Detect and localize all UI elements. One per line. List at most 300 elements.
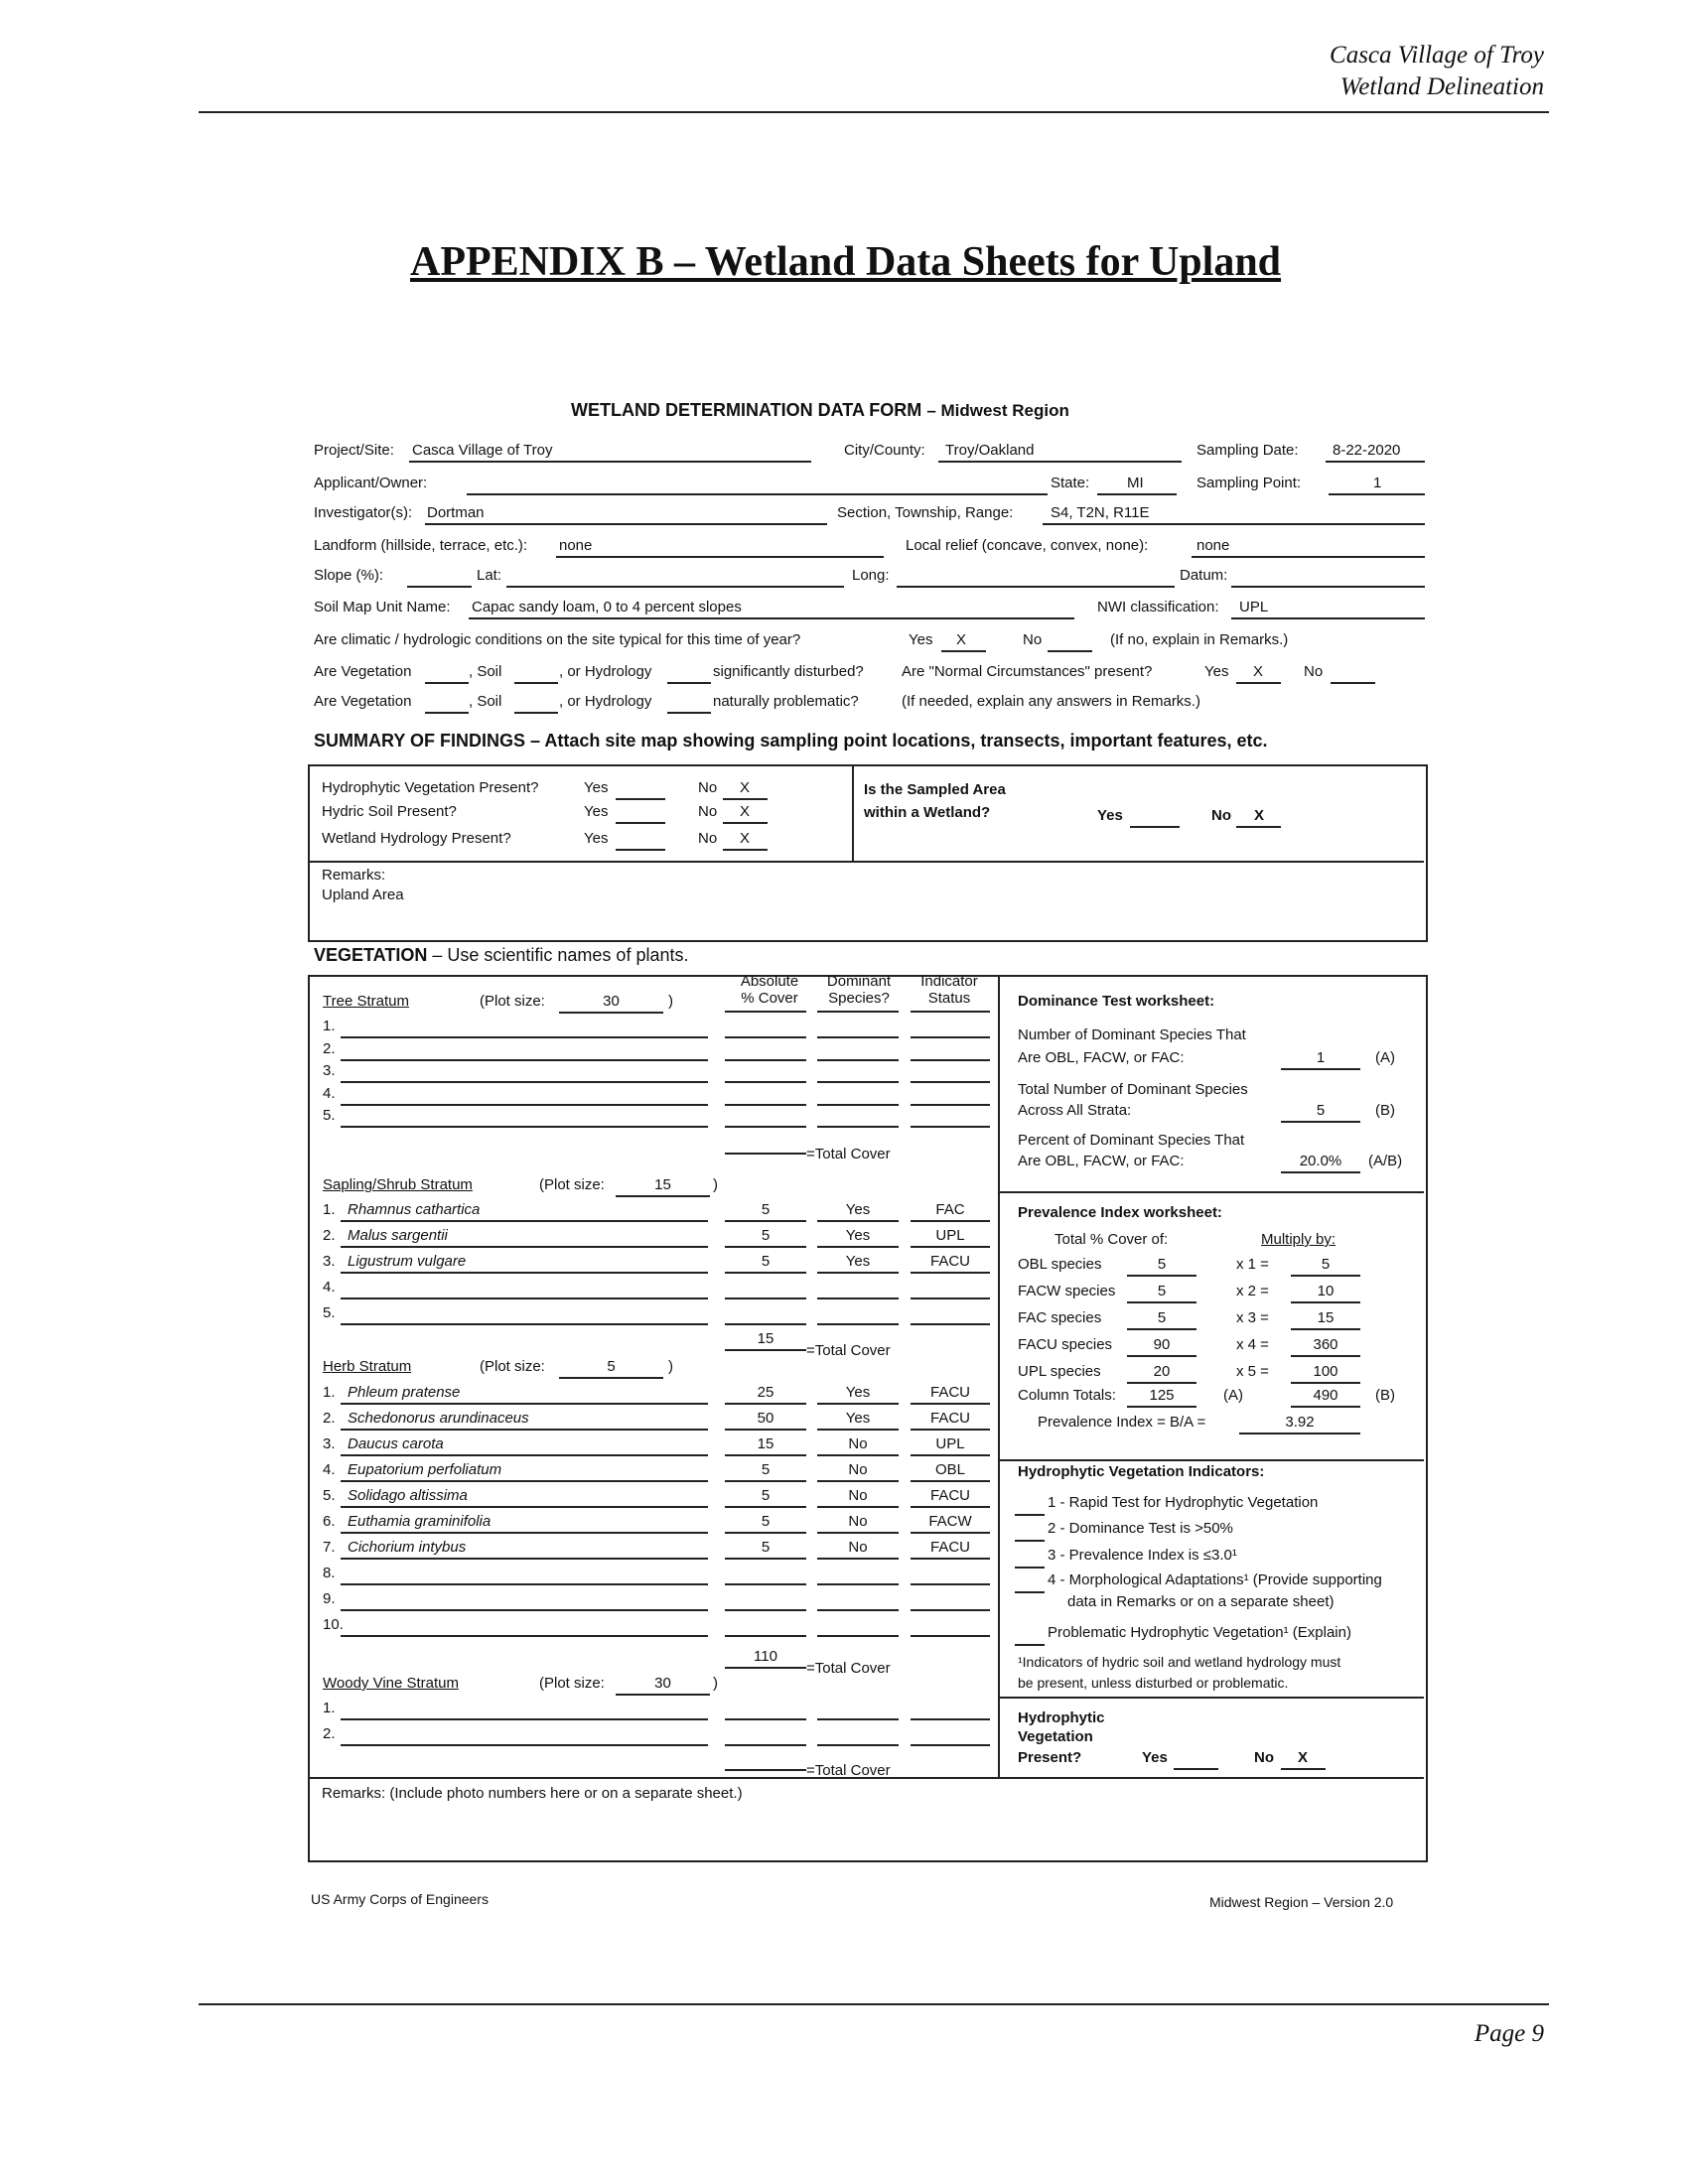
- sapling-5-indicator-line: [911, 1323, 990, 1325]
- indicator-2-line: [1015, 1540, 1045, 1542]
- date-value: 8-22-2020: [1333, 442, 1401, 459]
- sampled-yes-line: [1130, 826, 1180, 828]
- prevalence-col2: Multiply by:: [1261, 1231, 1336, 1248]
- sapling-4-cover-line: [725, 1297, 806, 1299]
- prevalence-row-result-line: [1291, 1382, 1360, 1384]
- nwi-value: UPL: [1239, 599, 1269, 615]
- tree-total-label: =Total Cover: [806, 1146, 891, 1162]
- tree-plot-label: (Plot size:: [480, 993, 545, 1010]
- nwi-line: [1231, 617, 1425, 619]
- vine-2-species-line: [341, 1744, 708, 1746]
- city-label: City/County:: [844, 442, 925, 459]
- prevalence-row-cover: 90: [1153, 1336, 1171, 1353]
- footer-left: US Army Corps of Engineers: [311, 1891, 489, 1907]
- sapling-2-cover-line: [725, 1246, 806, 1248]
- tree-5-dominant-line: [817, 1126, 899, 1128]
- project-label: Project/Site:: [314, 442, 394, 459]
- prevalence-row-multiplier: x 5 =: [1236, 1363, 1269, 1380]
- section-line: [1043, 523, 1425, 525]
- relief-value: none: [1196, 537, 1230, 554]
- herb-5-row-number: 5.: [323, 1487, 336, 1504]
- applicant-label: Applicant/Owner:: [314, 475, 428, 491]
- prevalence-row-label: OBL species: [1018, 1256, 1102, 1273]
- soil-line: [469, 617, 1074, 619]
- tree-stratum-label: Tree Stratum: [323, 993, 409, 1010]
- sapling-4-indicator-line: [911, 1297, 990, 1299]
- herb-7-species-line: [341, 1558, 708, 1560]
- tree-5-cover-line: [725, 1126, 806, 1128]
- sapling-stratum-label: Sapling/Shrub Stratum: [323, 1176, 473, 1193]
- vine-2-cover-line: [725, 1744, 806, 1746]
- hydrophytic-no: No: [1254, 1749, 1274, 1766]
- state-label: State:: [1051, 475, 1090, 491]
- summary-hydro-yes-line: [616, 849, 665, 851]
- dominance-c-line2: Are OBL, FACW, or FAC:: [1018, 1153, 1185, 1169]
- tree-1-cover-line: [725, 1036, 806, 1038]
- herb-2-species-line: [341, 1429, 708, 1431]
- climatic-yes-line: [941, 650, 986, 652]
- herb-plot-value: 5: [607, 1358, 616, 1375]
- slope-line: [407, 586, 472, 588]
- investigator-line: [425, 523, 827, 525]
- prevalence-index-value: 3.92: [1285, 1414, 1315, 1431]
- vine-plot-label: (Plot size:: [539, 1675, 605, 1692]
- worksheet-divider-2: [998, 1459, 1424, 1461]
- prevalence-row-multiplier: x 4 =: [1236, 1336, 1269, 1353]
- tree-2-row-number: 2.: [323, 1039, 336, 1057]
- indicator-note-1: ¹Indicators of hydric soil and wetland hydrology must: [1018, 1654, 1341, 1670]
- vegetation-remarks: Remarks: (Include photo numbers here or on a separate sheet.): [322, 1785, 743, 1802]
- herb-2-cover-line: [725, 1429, 806, 1431]
- vine-total-label: =Total Cover: [806, 1762, 891, 1779]
- herb-1-species: Phleum pratense: [348, 1384, 461, 1401]
- summary-soil-no: No: [698, 803, 718, 820]
- herb-5-indicator-line: [911, 1506, 990, 1508]
- indicator-4-line: [1015, 1591, 1045, 1593]
- disturbed-veg-label: Are Vegetation: [314, 663, 412, 680]
- herb-2-indicator-line: [911, 1429, 990, 1431]
- project-value: Casca Village of Troy: [412, 442, 553, 459]
- sapling-total-label: =Total Cover: [806, 1342, 891, 1359]
- vine-2-row-number: 2.: [323, 1725, 336, 1742]
- sapling-1-cover-line: [725, 1220, 806, 1222]
- prevalence-row-multiplier: x 3 =: [1236, 1309, 1269, 1326]
- dominance-a-tag: (A): [1375, 1049, 1395, 1066]
- prevalence-row-result: 15: [1317, 1309, 1335, 1326]
- prevalence-totals-result: 490: [1313, 1387, 1338, 1404]
- hydrophytic-no-line: [1281, 1768, 1326, 1770]
- dominance-c-underline: [1281, 1171, 1360, 1173]
- sapling-plot-line: [616, 1195, 710, 1197]
- page-number: Page 9: [1474, 2020, 1544, 2047]
- herb-8-species-line: [341, 1583, 708, 1585]
- prevalence-index-label: Prevalence Index = B/A =: [1038, 1414, 1206, 1431]
- date-line: [1326, 461, 1425, 463]
- prevalence-row-cover-line: [1127, 1328, 1196, 1330]
- prevalence-row-result: 5: [1321, 1256, 1331, 1273]
- herb-1-species-line: [341, 1403, 708, 1405]
- dominance-b-line1: Total Number of Dominant Species: [1018, 1081, 1248, 1098]
- sapling-3-dominant-line: [817, 1272, 899, 1274]
- col-absolute-header-line: [725, 1011, 806, 1013]
- prevalence-totals-cover-line: [1127, 1406, 1196, 1408]
- dominance-b-line2: Across All Strata:: [1018, 1102, 1132, 1119]
- tree-2-indicator-line: [911, 1059, 990, 1061]
- tree-1-row-number: 1.: [323, 1018, 336, 1034]
- herb-1-row-number: 1.: [323, 1384, 336, 1401]
- form-title: WETLAND DETERMINATION DATA FORM – Midwest Region: [571, 400, 1069, 420]
- problematic-hydro-label: , or Hydrology: [559, 693, 652, 710]
- indicator-3: 3 - Prevalence Index is ≤3.0¹: [1048, 1547, 1237, 1564]
- applicant-line: [467, 493, 1048, 495]
- herb-2-indicator: FACU: [929, 1410, 970, 1427]
- herb-7-dominant-line: [817, 1558, 899, 1560]
- sapling-1-cover: 5: [761, 1201, 771, 1218]
- herb-2-row-number: 2.: [323, 1410, 336, 1427]
- tree-4-cover-line: [725, 1104, 806, 1106]
- dominance-b-underline: [1281, 1121, 1360, 1123]
- herb-plot-label: (Plot size:: [480, 1358, 545, 1375]
- herb-10-indicator-line: [911, 1635, 990, 1637]
- dominance-a-underline: [1281, 1068, 1360, 1070]
- indicator-3-line: [1015, 1567, 1045, 1569]
- summary-hydro-no-line: [723, 849, 768, 851]
- herb-8-cover-line: [725, 1583, 806, 1585]
- hydrophytic-yes-line: [1174, 1768, 1218, 1770]
- sapling-2-indicator-line: [911, 1246, 990, 1248]
- herb-4-indicator: OBL: [934, 1461, 965, 1478]
- herb-3-cover: 15: [757, 1435, 774, 1452]
- herb-5-dominant: No: [848, 1487, 868, 1504]
- slope-label: Slope (%):: [314, 567, 384, 584]
- herb-7-row-number: 7.: [323, 1539, 336, 1556]
- tree-5-indicator-line: [911, 1126, 990, 1128]
- climatic-note: (If no, explain in Remarks.): [1110, 631, 1289, 648]
- city-line: [938, 461, 1182, 463]
- sapling-plot-label: (Plot size:: [539, 1176, 605, 1193]
- prevalence-row-multiplier: x 2 =: [1236, 1283, 1269, 1299]
- dominance-c-tag: (A/B): [1368, 1153, 1403, 1169]
- herb-7-cover: 5: [761, 1539, 771, 1556]
- normal-question: Are "Normal Circumstances" present?: [902, 663, 1153, 680]
- herb-1-indicator: FACU: [929, 1384, 970, 1401]
- sapling-3-species: Ligustrum vulgare: [348, 1253, 467, 1270]
- normal-yes-label: Yes: [1204, 663, 1229, 680]
- herb-9-indicator-line: [911, 1609, 990, 1611]
- sampled-no-line: [1236, 826, 1281, 828]
- sapling-5-row-number: 5.: [323, 1304, 336, 1321]
- prevalence-row-cover-line: [1127, 1355, 1196, 1357]
- vine-1-row-number: 1.: [323, 1700, 336, 1716]
- date-label: Sampling Date:: [1196, 442, 1299, 459]
- herb-6-species: Euthamia graminifolia: [348, 1513, 492, 1530]
- summary-veg-no-line: [723, 798, 768, 800]
- herb-3-row-number: 3.: [323, 1435, 336, 1452]
- footer-rule: [199, 2003, 1549, 2005]
- herb-2-species: Schedonorus arundinaceus: [348, 1410, 529, 1427]
- investigator-label: Investigator(s):: [314, 504, 413, 521]
- vine-1-species-line: [341, 1718, 708, 1720]
- sapling-4-species-line: [341, 1297, 708, 1299]
- prevalence-totals-cover: 125: [1149, 1387, 1175, 1404]
- vine-1-dominant-line: [817, 1718, 899, 1720]
- sapling-3-species-line: [341, 1272, 708, 1274]
- herb-1-dominant: Yes: [845, 1384, 871, 1401]
- problematic-question: naturally problematic?: [713, 693, 859, 710]
- sapling-1-species: Rhamnus cathartica: [348, 1201, 481, 1218]
- climatic-no-line: [1048, 650, 1092, 652]
- sapling-1-indicator: FAC: [935, 1201, 965, 1218]
- herb-6-indicator: FACW: [928, 1513, 972, 1530]
- sapling-3-cover-line: [725, 1272, 806, 1274]
- herb-stratum-label: Herb Stratum: [323, 1358, 412, 1375]
- summary-veg-value: X: [740, 779, 751, 796]
- herb-4-species-line: [341, 1480, 708, 1482]
- prevalence-totals-result-line: [1291, 1406, 1360, 1408]
- point-line: [1329, 493, 1425, 495]
- normal-yes-line: [1236, 682, 1281, 684]
- prevalence-row-label: FAC species: [1018, 1309, 1102, 1326]
- herb-9-dominant-line: [817, 1609, 899, 1611]
- sapling-4-dominant-line: [817, 1297, 899, 1299]
- problematic-note: (If needed, explain any answers in Remarks.): [902, 693, 1200, 710]
- sapling-3-row-number: 3.: [323, 1253, 336, 1270]
- sapling-total-line: [725, 1349, 806, 1351]
- hydrophytic-yes: Yes: [1142, 1749, 1168, 1766]
- problematic-soil-label: , Soil: [469, 693, 502, 710]
- herb-6-dominant-line: [817, 1532, 899, 1534]
- herb-5-cover: 5: [761, 1487, 771, 1504]
- prevalence-col1: Total % Cover of:: [1055, 1231, 1169, 1248]
- indicator-1-line: [1015, 1514, 1045, 1516]
- indicator-5-line: [1015, 1644, 1045, 1646]
- sapling-2-dominant-line: [817, 1246, 899, 1248]
- sapling-1-row-number: 1.: [323, 1201, 336, 1218]
- herb-total-label: =Total Cover: [806, 1660, 891, 1677]
- tree-3-cover-line: [725, 1081, 806, 1083]
- vine-plot-value: 30: [654, 1675, 671, 1692]
- header-project: Casca Village of Troy: [1330, 42, 1544, 68]
- herb-7-species: Cichorium intybus: [348, 1539, 467, 1556]
- sampled-yes-label: Yes: [1097, 807, 1123, 824]
- vine-1-indicator-line: [911, 1718, 990, 1720]
- herb-9-cover-line: [725, 1609, 806, 1611]
- summary-hydro-value: X: [740, 830, 751, 847]
- col-dominant-header-line: [817, 1011, 899, 1013]
- tree-1-species-line: [341, 1036, 708, 1038]
- prevalence-row-cover: 5: [1157, 1283, 1167, 1299]
- herb-10-species-line: [341, 1635, 708, 1637]
- sampled-value: X: [1254, 807, 1265, 824]
- summary-hydro-yes: Yes: [584, 830, 609, 847]
- long-line: [897, 586, 1175, 588]
- nwi-label: NWI classification:: [1097, 599, 1219, 615]
- summary-soil-no-line: [723, 822, 768, 824]
- normal-no-label: No: [1304, 663, 1324, 680]
- sapling-3-indicator: FACU: [929, 1253, 970, 1270]
- vine-1-cover-line: [725, 1718, 806, 1720]
- herb-8-dominant-line: [817, 1583, 899, 1585]
- herb-3-species-line: [341, 1454, 708, 1456]
- disturbed-hydro-label: , or Hydrology: [559, 663, 652, 680]
- prevalence-row-result: 360: [1313, 1336, 1338, 1353]
- tree-plot-line: [559, 1012, 663, 1014]
- sampled-area-question: Is the Sampled Area: [864, 781, 1006, 798]
- prevalence-row-result-line: [1291, 1328, 1360, 1330]
- prevalence-row-label: FACU species: [1018, 1336, 1113, 1353]
- prevalence-row-cover: 5: [1157, 1309, 1167, 1326]
- herb-6-species-line: [341, 1532, 708, 1534]
- indicator-5: Problematic Hydrophytic Vegetation¹ (Explain): [1048, 1624, 1351, 1641]
- herb-3-dominant-line: [817, 1454, 899, 1456]
- herb-6-indicator-line: [911, 1532, 990, 1534]
- herb-6-cover: 5: [761, 1513, 771, 1530]
- dominance-c-value: 20.0%: [1299, 1153, 1342, 1169]
- herb-8-row-number: 8.: [323, 1565, 336, 1581]
- summary-soil-yes-line: [616, 822, 665, 824]
- dominance-b-tag: (B): [1375, 1102, 1395, 1119]
- hydrophytic-value: X: [1298, 1749, 1309, 1766]
- disturbed-soil-line: [514, 682, 558, 684]
- indicator-2: 2 - Dominance Test is >50%: [1048, 1520, 1233, 1537]
- herb-7-indicator-line: [911, 1558, 990, 1560]
- vine-plot-line: [616, 1694, 710, 1696]
- herb-total-value: 110: [754, 1648, 777, 1665]
- herb-9-species-line: [341, 1609, 708, 1611]
- col-indicator-header-line: [911, 1011, 990, 1013]
- herb-6-cover-line: [725, 1532, 806, 1534]
- sapling-total-value: 15: [757, 1330, 774, 1347]
- disturbed-hydro-line: [667, 682, 711, 684]
- tree-4-species-line: [341, 1104, 708, 1106]
- sapling-1-dominant-line: [817, 1220, 899, 1222]
- summary-remarks-label: Remarks:: [322, 867, 386, 884]
- tree-5-row-number: 5.: [323, 1107, 336, 1124]
- summary-veg-no: No: [698, 779, 718, 796]
- problematic-soil-line: [514, 712, 558, 714]
- herb-9-row-number: 9.: [323, 1590, 336, 1607]
- tree-1-dominant-line: [817, 1036, 899, 1038]
- relief-label: Local relief (concave, convex, none):: [906, 537, 1149, 554]
- prevalence-row-result-line: [1291, 1355, 1360, 1357]
- vine-plot-close: ): [713, 1675, 718, 1692]
- herb-total-line: [725, 1667, 806, 1669]
- prevalence-row-label: UPL species: [1018, 1363, 1101, 1380]
- summary-soil-yes: Yes: [584, 803, 609, 820]
- herb-2-dominant-line: [817, 1429, 899, 1431]
- summary-divider: [310, 861, 1424, 863]
- summary-veg-yes: Yes: [584, 779, 609, 796]
- problematic-hydro-line: [667, 712, 711, 714]
- prevalence-row-result-line: [1291, 1301, 1360, 1303]
- herb-1-dominant-line: [817, 1403, 899, 1405]
- investigator-value: Dortman: [427, 504, 485, 521]
- city-value: Troy/Oakland: [945, 442, 1035, 459]
- project-line: [409, 461, 811, 463]
- normal-no-line: [1331, 682, 1375, 684]
- soil-label: Soil Map Unit Name:: [314, 599, 451, 615]
- prevalence-heading: Prevalence Index worksheet:: [1018, 1204, 1222, 1221]
- point-label: Sampling Point:: [1196, 475, 1302, 491]
- prevalence-index-line: [1239, 1433, 1360, 1434]
- footer-right: Midwest Region – Version 2.0: [1209, 1894, 1394, 1910]
- herb-4-indicator-line: [911, 1480, 990, 1482]
- summary-soil-value: X: [740, 803, 751, 820]
- herb-5-species-line: [341, 1506, 708, 1508]
- summary-veg-label: Hydrophytic Vegetation Present?: [322, 779, 539, 796]
- sapling-5-cover-line: [725, 1323, 806, 1325]
- dominance-heading: Dominance Test worksheet:: [1018, 993, 1215, 1010]
- prevalence-row-label: FACW species: [1018, 1283, 1116, 1299]
- sapling-2-species: Malus sargentii: [348, 1227, 448, 1244]
- herb-4-dominant: No: [848, 1461, 868, 1478]
- tree-4-dominant-line: [817, 1104, 899, 1106]
- vegetation-column-divider: [998, 977, 1000, 1777]
- sapling-plot-value: 15: [654, 1176, 671, 1193]
- tree-2-species-line: [341, 1059, 708, 1061]
- header-rule: [199, 111, 1549, 113]
- sapling-3-cover: 5: [761, 1253, 771, 1270]
- herb-7-indicator: FACU: [929, 1539, 970, 1556]
- prevalence-totals-label: Column Totals:: [1018, 1387, 1116, 1404]
- header-document: Wetland Delineation: [1339, 73, 1544, 100]
- soil-value: Capac sandy loam, 0 to 4 percent slopes: [472, 599, 742, 615]
- disturbed-soil-label: , Soil: [469, 663, 502, 680]
- problematic-veg-line: [425, 712, 469, 714]
- state-line: [1097, 493, 1177, 495]
- climatic-question: Are climatic / hydrologic conditions on the site typical for this time of year?: [314, 631, 801, 648]
- tree-5-species-line: [341, 1126, 708, 1128]
- state-value: MI: [1127, 475, 1144, 491]
- disturbed-veg-line: [425, 682, 469, 684]
- worksheet-divider-1: [998, 1191, 1424, 1193]
- herb-4-cover: 5: [761, 1461, 771, 1478]
- tree-4-row-number: 4.: [323, 1084, 336, 1102]
- herb-2-cover: 50: [757, 1410, 774, 1427]
- climatic-yes-label: Yes: [909, 631, 933, 648]
- prevalence-row-cover: 20: [1153, 1363, 1171, 1380]
- sapling-2-species-line: [341, 1246, 708, 1248]
- vegetation-heading: VEGETATION – Use scientific names of plants.: [314, 945, 689, 965]
- herb-4-row-number: 4.: [323, 1461, 336, 1478]
- landform-label: Landform (hillside, terrace, etc.):: [314, 537, 528, 554]
- sapling-5-dominant-line: [817, 1323, 899, 1325]
- prevalence-row-result: 10: [1317, 1283, 1335, 1299]
- sampled-no-label: No: [1211, 807, 1231, 824]
- sapling-1-dominant: Yes: [845, 1201, 871, 1218]
- sapling-3-indicator-line: [911, 1272, 990, 1274]
- tree-2-cover-line: [725, 1059, 806, 1061]
- col-dominant-header: Dominant Species?: [826, 973, 892, 1007]
- prevalence-row-result-line: [1291, 1275, 1360, 1277]
- herb-4-species: Eupatorium perfoliatum: [348, 1461, 502, 1478]
- vine-2-indicator-line: [911, 1744, 990, 1746]
- herb-4-cover-line: [725, 1480, 806, 1482]
- prevalence-totals-a: (A): [1223, 1387, 1243, 1404]
- tree-plot-value: 30: [603, 993, 620, 1010]
- hydrophytic-label-3: Present?: [1018, 1749, 1082, 1766]
- summary-veg-yes-line: [616, 798, 665, 800]
- indicators-heading: Hydrophytic Vegetation Indicators:: [1018, 1463, 1265, 1480]
- tree-plot-close: ): [668, 993, 673, 1010]
- tree-3-dominant-line: [817, 1081, 899, 1083]
- tree-3-indicator-line: [911, 1081, 990, 1083]
- dominance-b-value: 5: [1316, 1102, 1326, 1119]
- herb-3-dominant: No: [848, 1435, 868, 1452]
- datum-line: [1231, 586, 1425, 588]
- sapling-1-species-line: [341, 1220, 708, 1222]
- col-indicator-header: Indicator Status: [920, 973, 978, 1007]
